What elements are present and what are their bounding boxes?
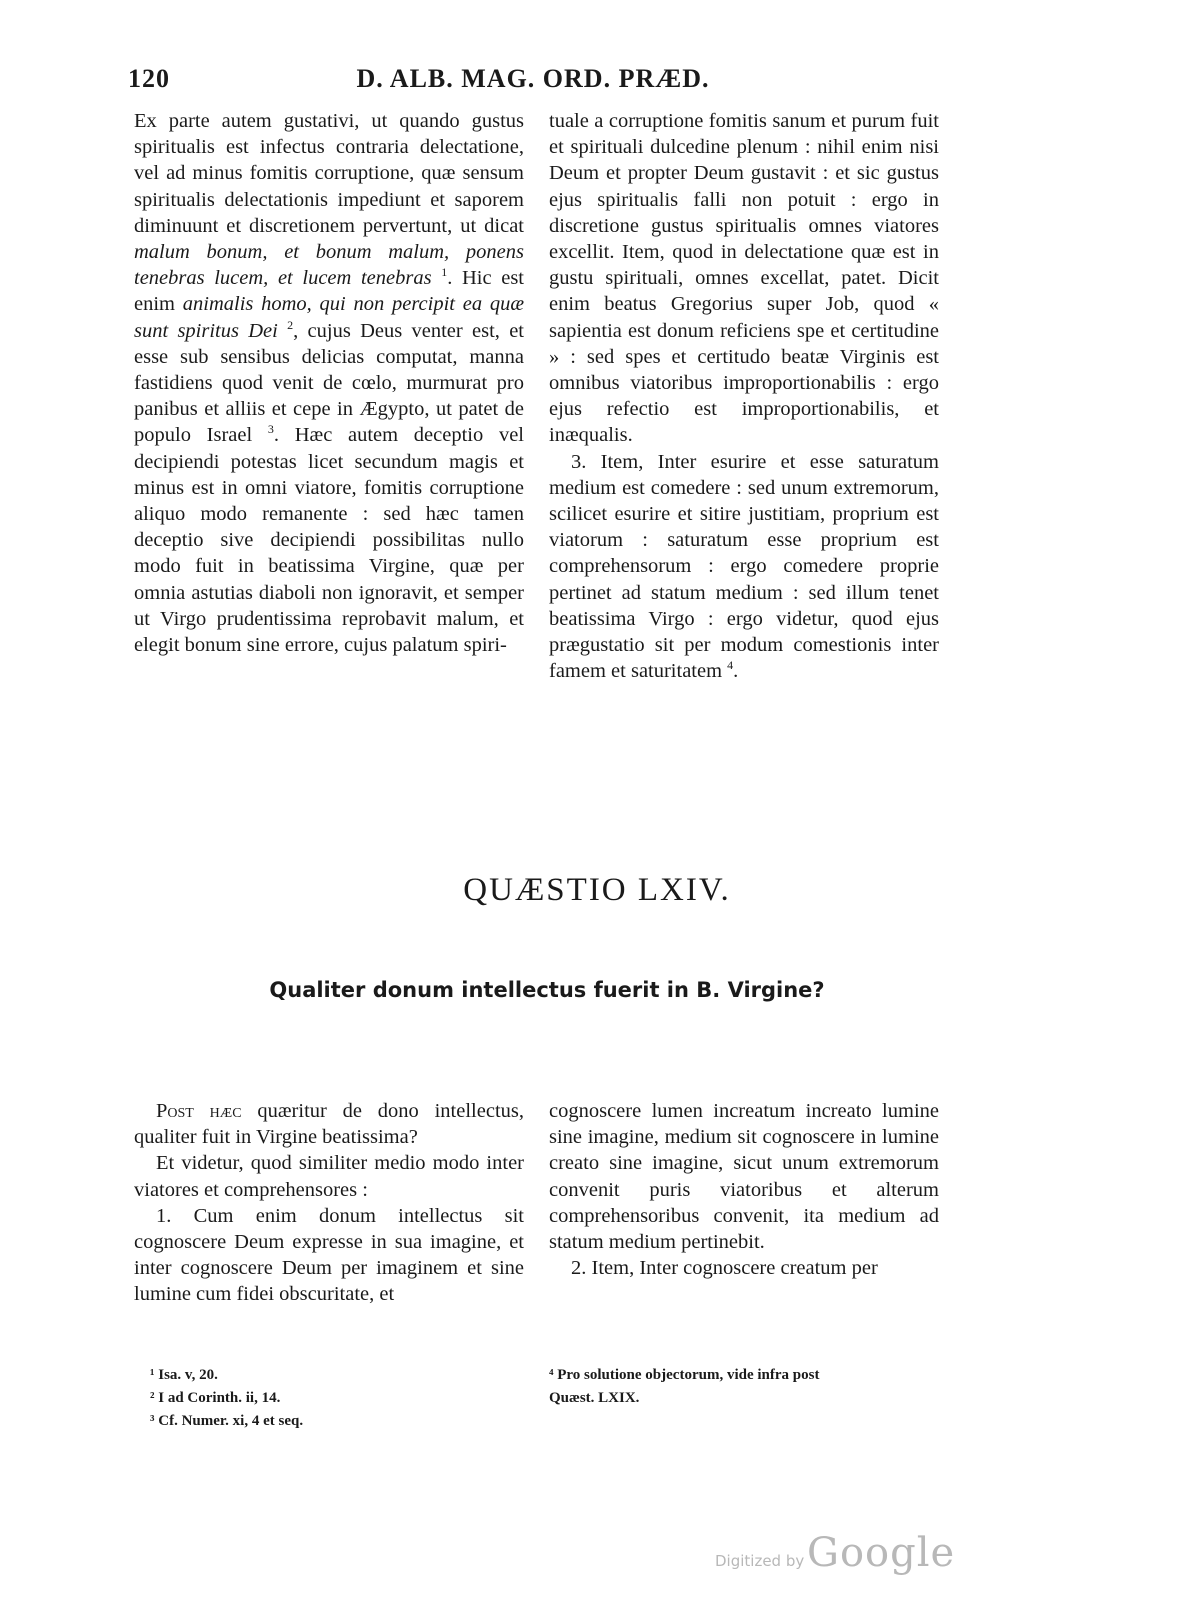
paragraph: Et videtur, quod similiter medio modo inter viatores et comprehensores : — [134, 1152, 524, 1201]
paragraph: tuale a corruptione fomitis sanum et purum fuit et spirituali dulcedine plenum : nihil enim nisi Deum et propter Deum gustavit : et sic gustus ejus spiritualis falli non potuit : ergo in discretione gustus spiritualis omnes viatores excellit. Item, quod in delectatione quæ est in gustu spirituali, omnes excellat, patet. Dicit enim beatus Gregorius super Job, quod « sapientia est donum reficiens spe et certitudine » : sed spes et certitudo beatæ Virginis est omnibus viatoribus improportionabilis : ergo ejus refectio est improportionabilis, et inæqualis. — [549, 110, 939, 447]
watermark-digitized-by: Digitized by — [715, 1552, 805, 1570]
paragraph: 2. Item, Inter cognoscere creatum per — [571, 1257, 878, 1280]
question-title: QUÆSTIO LXIV. — [463, 872, 731, 908]
footnotes-left — [150, 1364, 510, 1433]
paragraph: 1. Cum enim donum intellectus sit cognoscere Deum expresse in sua imagine, et inter cognoscere Deum per imaginem et sine lumine cum fidei obscuritate, et — [134, 1204, 524, 1306]
google-logo: Google — [807, 1530, 956, 1576]
paragraph: 3. Item, Inter esurire et esse saturatum medium est comedere : sed unum extremorum, scilicet esurire et sitire justitiam, proprium est viatorum : saturatum esse proprium est comprehensorum : ergo comedere proprie pertinet ad statum medium : sed illum tenet beatissima Virgo : ergo videtur, quod ejus prægustatio sit per modum comestionis inter famem et saturitatem $^4$. — [549, 450, 939, 683]
footnotes-right — [549, 1364, 949, 1410]
paragraph: Post hæc quæritur de dono intellectus, qualiter fuit in Virgine beatissima? — [134, 1100, 524, 1149]
footnote: ¹ Isa. v, 20. — [150, 1367, 218, 1383]
google-watermark — [715, 1530, 955, 1580]
footnote: ³ Cf. Numer. xi, 4 et seq. — [150, 1413, 304, 1429]
question-subtitle: Qualiter donum intellectus fuerit in B. Virgine? — [269, 978, 825, 1002]
top-left-column — [134, 108, 524, 658]
footnote: ⁴ Pro solutione objectorum, vide infra post — [549, 1367, 820, 1383]
running-title: D. ALB. MAG. ORD. PRÆD. — [356, 64, 710, 93]
page-header — [128, 64, 938, 98]
paragraph: Ex parte autem gustativi, ut quando gustus spiritualis est infectus contraria delectatione, vel ad minus fomitis corruptione, quæ sensum spiritualis delectationis impediunt et saporem diminuunt et discretionem pervertunt, ut dicat malum bonum, et bonum malum, ponens tenebras lucem, et lucem tenebras $^1$. Hic est enim animalis homo, qui non percipit ea quæ sunt spiritus Dei $^2$, cujus Deus venter est, et esse sub sensibus delicias computat, manna fastidiens quod venit de cœlo, murmurat pro panibus et alliis et cepe in Ægypto, ut patet de populo Israel $^3$. Hæc autem deceptio vel decipiendi potestas licet secundum magis et minus est in omni viatore, fomitis corruptione aliquo modo remanente : sed hæc tamen deceptio sive decipiendi possibilitas nullo modo fuit in beatissima Virgine, quæ per omnia astutias diaboli non ignoravit, et semper ut Virgo prudentissima reprobavit malum, et elegit bonum sine errore, cujus palatum spiri- — [134, 110, 524, 657]
top-right-column — [549, 108, 939, 684]
bottom-right-column — [549, 1098, 939, 1281]
footnote: Quæst. LXIX. — [549, 1390, 640, 1406]
bottom-left-column — [134, 1098, 524, 1308]
footnote: ² I ad Corinth. ii, 14. — [150, 1390, 281, 1406]
page-number: 120 — [128, 64, 170, 93]
paragraph: cognoscere lumen increatum increato lumine sine imagine, medium sit cognoscere in lumine creato sine imagine, sicut unum extremorum convenit puris viatoribus et alterum comprehensoribus convenit, ita medium ad statum medium pertinebit. — [549, 1100, 939, 1254]
